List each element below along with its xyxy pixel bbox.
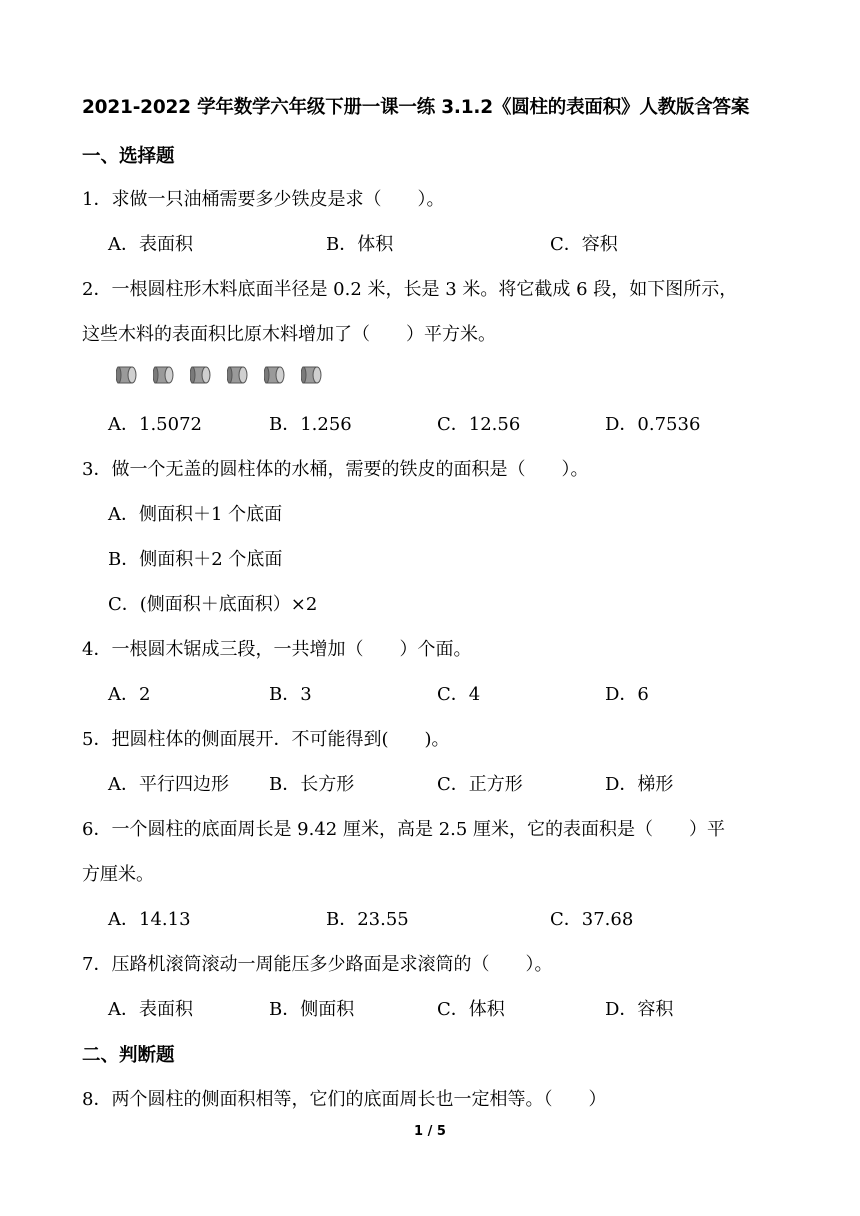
question-3: 3．做一个无盖的圆柱体的水桶，需要的铁皮的面积是（ ）。 — [82, 459, 589, 480]
option-c: C．37.68 — [550, 909, 634, 930]
option-c: C．正方形 — [437, 774, 523, 795]
cylinder-piece-1 — [116, 365, 138, 385]
option-b: B．体积 — [326, 234, 394, 255]
question-7: 7．压路机滚筒滚动一周能压多少路面是求滚筒的（ ）。 — [82, 954, 553, 975]
question-5-options — [108, 770, 808, 796]
option-d: D．容积 — [605, 999, 674, 1020]
question-1: 1．求做一只油桶需要多少铁皮是求（ ）。 — [82, 189, 445, 210]
option-b: B．3 — [269, 684, 312, 705]
option-c: C．12.56 — [437, 414, 521, 435]
page-number: 1 / 5 — [414, 1124, 446, 1139]
document-title: 2021-2022 学年数学六年级下册一课一练 3.1.2《圆柱的表面积》人教版含答案 — [82, 97, 750, 118]
option-a: A．表面积 — [108, 999, 193, 1020]
option-a: A．1.5072 — [108, 414, 202, 435]
question-2-options — [108, 410, 808, 436]
cylinder-piece-5 — [264, 365, 286, 385]
option-a: A．14.13 — [108, 909, 191, 930]
question-6-line-1: 6．一个圆柱的底面周长是 9.42 厘米，高是 2.5 厘米，它的表面积是（ ）平 — [82, 819, 726, 840]
question-4-options — [108, 680, 808, 706]
section-heading-judgement: 二、判断题 — [82, 1045, 175, 1066]
cylinder-piece-3 — [190, 365, 212, 385]
option-a: A．表面积 — [108, 234, 193, 255]
cylinder-piece-2 — [153, 365, 175, 385]
option-c: C．4 — [437, 684, 481, 705]
option-d: D．梯形 — [605, 774, 674, 795]
option-b: B．1.256 — [269, 414, 352, 435]
question-7-options — [108, 995, 808, 1021]
option-d: D．0.7536 — [605, 414, 701, 435]
question-2-line-2: 这些木料的表面积比原木料增加了（ ）平方米。 — [82, 324, 496, 345]
cylinder-piece-6 — [301, 365, 323, 385]
question-5: 5．把圆柱体的侧面展开．不可能得到( )。 — [82, 729, 450, 750]
option-b: B．侧面积＋2 个底面 — [108, 549, 283, 570]
cylinder-piece-4 — [227, 365, 249, 385]
option-a: A．平行四边形 — [108, 774, 229, 795]
option-b: B．23.55 — [326, 909, 409, 930]
option-c: C．容积 — [550, 234, 618, 255]
question-8: 8．两个圆柱的侧面积相等，它们的底面周长也一定相等。（ ） — [82, 1089, 607, 1110]
question-6-options — [108, 905, 808, 931]
section-heading-choice: 一、选择题 — [82, 146, 175, 167]
option-c: C．体积 — [437, 999, 505, 1020]
question-1-options — [108, 230, 808, 256]
option-a: A．侧面积＋1 个底面 — [108, 504, 283, 525]
option-a: A．2 — [108, 684, 151, 705]
option-b: B．长方形 — [269, 774, 355, 795]
option-b: B．侧面积 — [269, 999, 355, 1020]
option-c: C．(侧面积＋底面积）×2 — [108, 594, 318, 615]
question-2-line-1: 2．一根圆柱形木料底面半径是 0.2 米，长是 3 米。将它截成 6 段，如下图所示， — [82, 279, 738, 300]
option-d: D．6 — [605, 684, 649, 705]
question-6-line-2: 方厘米。 — [82, 864, 154, 885]
question-4: 4．一根圆木锯成三段，一共增加（ ）个面。 — [82, 639, 472, 660]
